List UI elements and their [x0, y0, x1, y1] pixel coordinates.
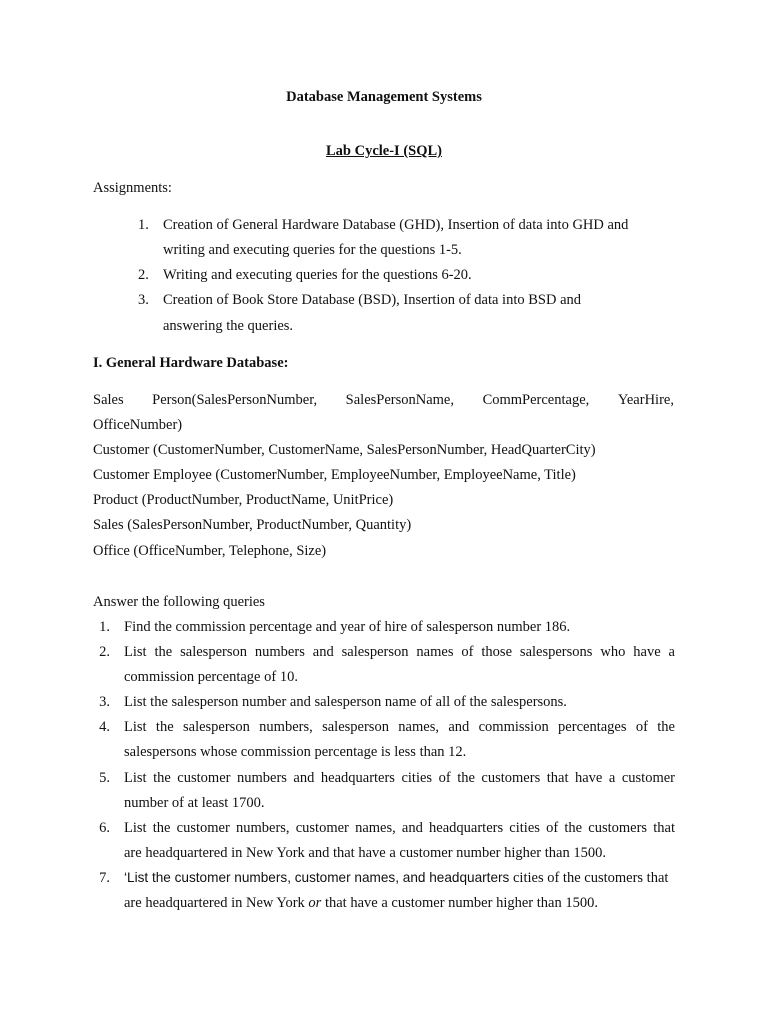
- query-line: are headquartered in New York and that have a customer number higher than 1500.: [124, 845, 606, 861]
- query-number: 1.: [99, 619, 110, 635]
- query-line: number of at least 1700.: [124, 795, 265, 811]
- query-line: commission percentage of 10.: [124, 669, 298, 685]
- queries-heading: Answer the following queries: [93, 594, 265, 610]
- query-line-rest: cities of the customers that: [509, 870, 669, 886]
- assignment-item-line: Creation of Book Store Database (BSD), Insertion of data into BSD and: [163, 292, 582, 308]
- query-line-or: or: [308, 895, 322, 911]
- query-number: 7.: [99, 870, 110, 886]
- schema-sales-person: [93, 390, 674, 410]
- schema-word: SalesPersonName,: [345, 392, 454, 408]
- query-number: 4.: [99, 719, 110, 735]
- query-number: 3.: [99, 694, 110, 710]
- schema-sales-person-cont: OfficeNumber): [93, 417, 183, 433]
- query-number: 5.: [99, 770, 110, 786]
- query-line: Find the commission percentage and year of hire of salesperson number 186.: [124, 619, 571, 635]
- query-line-part: that have a customer number higher than 1500.: [321, 895, 598, 911]
- query-number: 2.: [99, 644, 110, 660]
- schema-office: Office (OfficeNumber, Telephone, Size): [93, 543, 327, 559]
- query-line: List the salesperson numbers and salesperson names of those salespersons who have a: [124, 644, 675, 660]
- assignment-number: 1.: [138, 217, 149, 233]
- assignment-item-line: writing and executing queries for the questions 1-5.: [163, 242, 462, 258]
- assignment-item-line: answering the queries.: [163, 318, 294, 334]
- schema-word: Sales: [93, 392, 124, 408]
- assignments-heading: Assignments:: [93, 180, 172, 196]
- document-title: Database Management Systems: [286, 89, 482, 105]
- query-line: List the customer numbers and headquarters cities of the customers that have a customer: [124, 770, 675, 786]
- query-line: List the salesperson number and salesperson name of all of the salespersons.: [124, 694, 567, 710]
- query-line: salespersons whose commission percentage is less than 12.: [124, 744, 467, 760]
- query-number: 6.: [99, 820, 110, 836]
- schema-product: Product (ProductNumber, ProductName, UnitPrice): [93, 492, 394, 508]
- assignment-item-line: Creation of General Hardware Database (GHD), Insertion of data into GHD and: [163, 217, 629, 233]
- lab-cycle-title: Lab Cycle-I (SQL): [326, 143, 442, 159]
- schema-word: YearHire,: [617, 392, 674, 408]
- assignment-item-line: Writing and executing queries for the questions 6-20.: [163, 267, 472, 283]
- section-heading: I. General Hardware Database:: [93, 355, 289, 371]
- assignment-number: 3.: [138, 292, 149, 308]
- assignment-number: 2.: [138, 267, 149, 283]
- schema-word: CommPercentage,: [482, 392, 590, 408]
- query-line: List the salesperson numbers, salesperson names, and commission percentages of the: [124, 719, 675, 735]
- query-line: [124, 868, 668, 888]
- query-line-part: are headquartered in New York: [124, 895, 309, 911]
- schema-word: Person(SalesPersonNumber,: [152, 392, 318, 408]
- query-line-sans-part: ‘List the customer numbers, customer names, and headquarters: [124, 870, 510, 885]
- schema-customer-employee: Customer Employee (CustomerNumber, EmployeeNumber, EmployeeName, Title): [93, 467, 576, 483]
- query-line: List the customer numbers, customer names, and headquarters cities of the customers that: [124, 820, 675, 836]
- schema-sales: Sales (SalesPersonNumber, ProductNumber, Quantity): [93, 517, 412, 533]
- query-line: [124, 893, 598, 913]
- schema-customer: Customer (CustomerNumber, CustomerName, SalesPersonNumber, HeadQuarterCity): [93, 442, 596, 458]
